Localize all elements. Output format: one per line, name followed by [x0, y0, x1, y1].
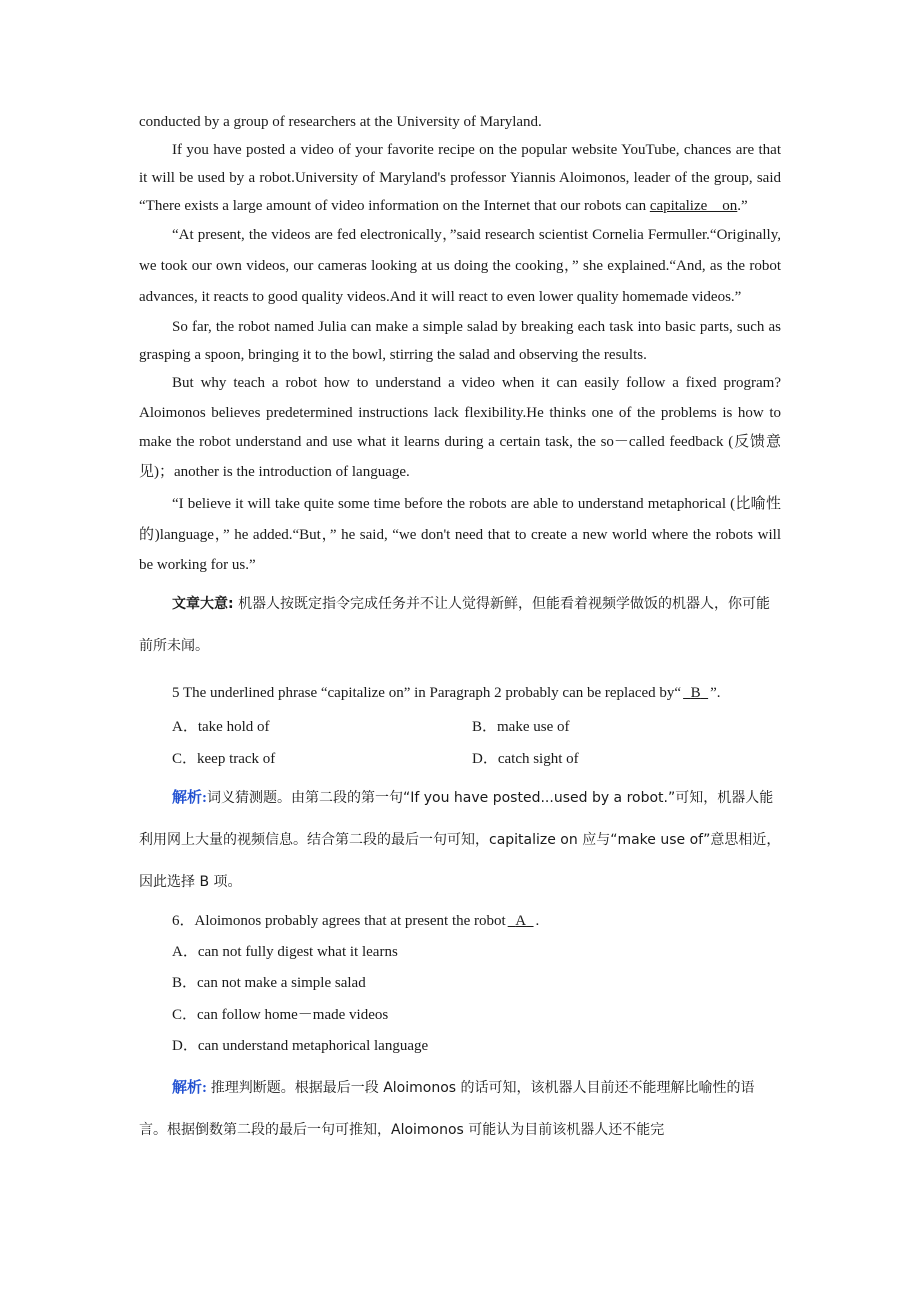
option-a: A．can not fully digest what it learns: [172, 943, 398, 960]
option-a: A．take hold of: [172, 718, 270, 735]
analysis-text: 推理判断题。根据最后一段 Aloimonos 的话可知，该机器人目前还不能理解比喻性的语言。根据倒数第二段的最后一句可推知，Aloimonos 可能认为目前该机器人还不能完: [139, 1079, 755, 1138]
paragraph-1-text: If you have posted a video of your favorite recipe on the popular website YouTube, chances are that it will be used by a robot.University of Maryland's professor Yiannis Aloimonos, leader of the group, said “There exists a large amount of video information on the Internet that our robots can: [139, 142, 781, 214]
option-b: B．make use of: [472, 718, 570, 735]
underlined-phrase: capitalize on: [649, 198, 738, 214]
question-6-stem: Aloimonos probably agrees that at present the robot: [194, 912, 506, 929]
summary-text: 机器人按既定指令完成任务并不让人觉得新鲜，但能看着视频学做饭的机器人，你可能前所未闻。: [139, 595, 771, 654]
passage-paragraph-1: [139, 136, 781, 220]
question-5-stem-end: ”.: [710, 684, 721, 701]
option-b: B．can not make a simple salad: [172, 975, 366, 991]
question-6: [139, 907, 781, 935]
passage-paragraph-4: But why teach a robot how to understand a video when it can easily follow a fixed program? Aloimonos believes predetermined instructions lack flexibility.He thinks one of the problems is how to make the robot understand and use what it learns during a certain task, the so－called feedback (反馈意见)；another is the introduction of language.: [139, 375, 781, 480]
option-d: D．catch sight of: [472, 750, 579, 767]
question-5-analysis: [139, 777, 781, 903]
question-5-answer: [681, 685, 710, 701]
passage-paragraph-5: “I believe it will take quite some time before the robots are able to understand metaphorical (比喻性的)language，” he added.“But，” he said, “we don't need that to create a new world where the robots will be working for us.”: [139, 496, 781, 573]
question-6-analysis: [139, 1067, 781, 1151]
question-5-answer-letter: B: [690, 684, 701, 701]
question-6-stem-end: .: [535, 912, 540, 929]
question-6-answer-letter: A: [515, 912, 527, 929]
question-5-options: [139, 713, 781, 773]
option-d: D．can understand metaphorical language: [172, 1038, 429, 1054]
summary: [139, 583, 781, 667]
question-6-options: [139, 937, 781, 1063]
paragraph-1-end: .”: [737, 198, 748, 214]
passage-paragraph-0: conducted by a group of researchers at the University of Maryland.: [139, 114, 542, 130]
option-c: C．can follow home－made videos: [172, 1006, 389, 1023]
question-5: [139, 679, 781, 707]
summary-label: 文章大意:: [172, 595, 234, 612]
question-5-stem: The underlined phrase “capitalize on” in Paragraph 2 probably can be replaced by“: [182, 684, 682, 701]
option-c: C．keep track of: [172, 750, 276, 767]
analysis-label: 解析:: [172, 1079, 207, 1096]
question-6-number: 6．: [172, 912, 195, 929]
question-6-answer: [506, 913, 536, 929]
analysis-text: 词义猜测题。由第二段的第一句“If you have posted...used by a robot.”可知，机器人能利用网上大量的视频信息。结合第二段的最后一句可知，capitalize on 应与“make use of”意思相近，因此选择 B 项。: [139, 789, 781, 890]
question-5-number: 5: [172, 684, 180, 701]
document-page: [139, 108, 781, 1151]
analysis-label: 解析:: [172, 789, 207, 806]
passage-paragraph-2: “At present, the videos are fed electronically，”said research scientist Cornelia Fermuller.“Originally, we took our own videos, our cameras looking at us doing the cooking，” she explained.“And, as the robot advances, it reacts to good quality videos.And it will react to even lower quality homemade videos.”: [139, 227, 781, 305]
passage-paragraph-3: So far, the robot named Julia can make a simple salad by breaking each task into basic parts, such as grasping a spoon, bringing it to the bowl, stirring the salad and observing the results.: [139, 319, 781, 363]
